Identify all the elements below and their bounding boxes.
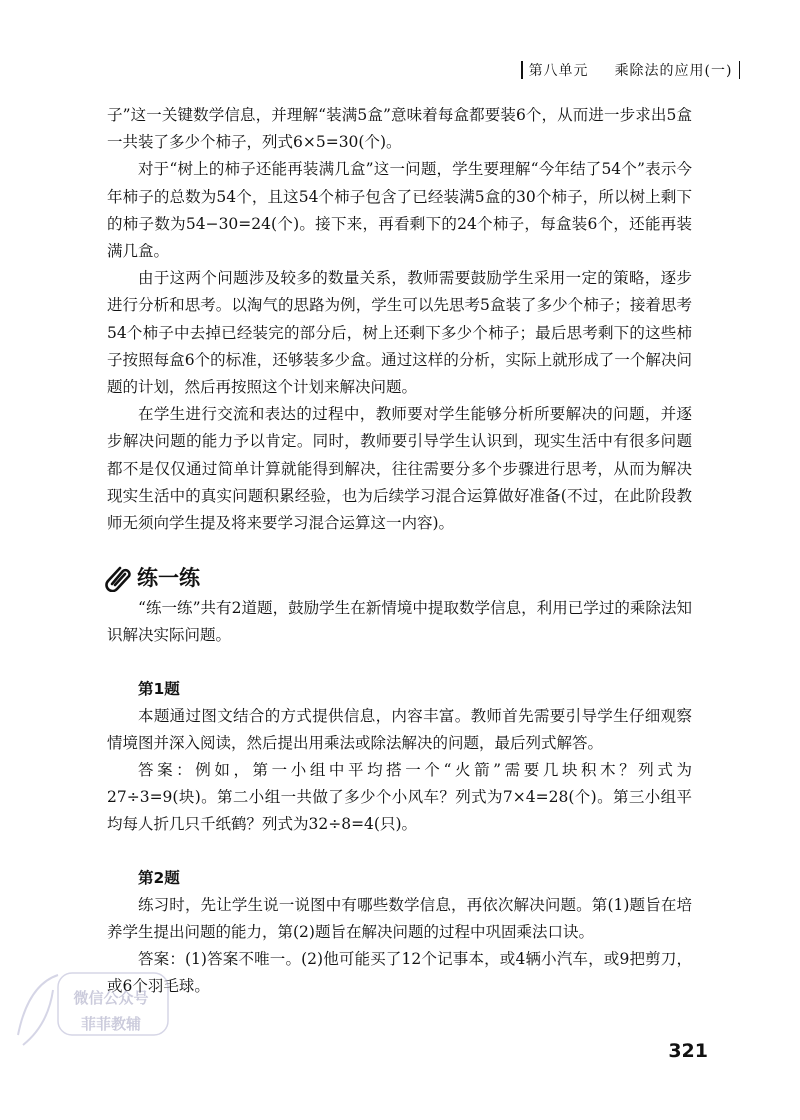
header-title: 乘除法的应用(一) — [614, 63, 733, 79]
section-heading — [103, 559, 692, 595]
question-1-text: 本题通过图文结合的方式提供信息，内容丰富。教师首先需要引导学生仔细观察情境图并深入阅读，然后提出用乘法或除法解决的问题，最后列式解答。 — [107, 706, 692, 752]
running-header — [521, 60, 740, 80]
question-1-answer: 答案：例如，第一小组中平均搭一个“火箭”需要几块积木？列式为27÷3=9(块)。第二小组一共做了多少个小风车？列式为7×4=28(个)。第三小组平均每人折几只千纸鹤？列式为32÷8=4(只)。 — [107, 761, 692, 834]
paragraph-3: 由于这两个问题涉及较多的数量关系，教师需要鼓励学生采用一定的策略，逐步进行分析和思考。以淘气的思路为例，学生可以先思考5盒装了多少个柿子；接着思考54个柿子中去掉已经装完的部分后，树上还剩下多少个柿子；最后思考剩下的这些柿子按照每盒6个的标准，还够装多少盒。通过这样的分析，实际上就形成了一个解决问题的计划，然后再按照这个计划来解决问题。 — [107, 269, 692, 397]
section-intro: “练一练”共有2道题，鼓励学生在新情境中提取数学信息，利用已学过的乘除法知识解决实际问题。 — [107, 599, 692, 645]
question-2-title: 第2题 — [138, 868, 180, 887]
paragraph-4: 在学生进行交流和表达的过程中，教师要对学生能够分析所要解决的问题，并逐步解决问题的能力予以肯定。同时，教师要引导学生认识到，现实生活中有很多问题都不是仅仅通过简单计算就能得到解决，往往需要分多个步骤进行思考，从而为解决现实生活中的真实问题积累经验，也为后续学习混合运算做好准备(不过，在此阶段教师无须向学生提及将来要学习混合运算这一内容)。 — [107, 405, 692, 533]
question-2-answer: 答案：(1)答案不唯一。(2)他可能买了12个记事本，或4辆小汽车，或9把剪刀，或6个羽毛球。 — [107, 950, 692, 996]
header-unit: 第八单元 — [528, 63, 589, 79]
watermark — [8, 965, 208, 1055]
question-1-title: 第1题 — [138, 679, 180, 698]
paragraph-1: 子”这一关键数学信息，并理解“装满5盒”意味着每盒都要装6个，从而进一步求出5盒一共装了多少个柿子，列式6×5=30(个)。 — [107, 106, 692, 152]
header-divider-left — [521, 61, 523, 79]
watermark-line-2: 菲菲教辅 — [80, 1015, 141, 1033]
page-number: 321 — [668, 1040, 708, 1062]
paragraph-2: 对于“树上的柿子还能再装满几盒”这一问题，学生要理解“今年结了54个”表示今年柿子的总数为54个，且这54个柿子包含了已经装满5盒的30个柿子，所以树上剩下的柿子数为54−30=24(个)。接下来，再看剩下的24个柿子，每盒装6个，还能再装满几盒。 — [107, 160, 692, 261]
question-2-text: 练习时，先让学生说一说图中有哪些数学信息，再依次解决问题。第(1)题旨在培养学生提出问题的能力，第(2)题旨在解决问题的过程中巩固乘法口诀。 — [107, 895, 692, 941]
paperclip-icon — [103, 562, 133, 592]
main-content — [107, 102, 692, 1000]
section-title: 练一练 — [137, 566, 200, 591]
watermark-line-1: 微信公众号 — [73, 989, 149, 1007]
header-divider-right — [739, 61, 741, 79]
